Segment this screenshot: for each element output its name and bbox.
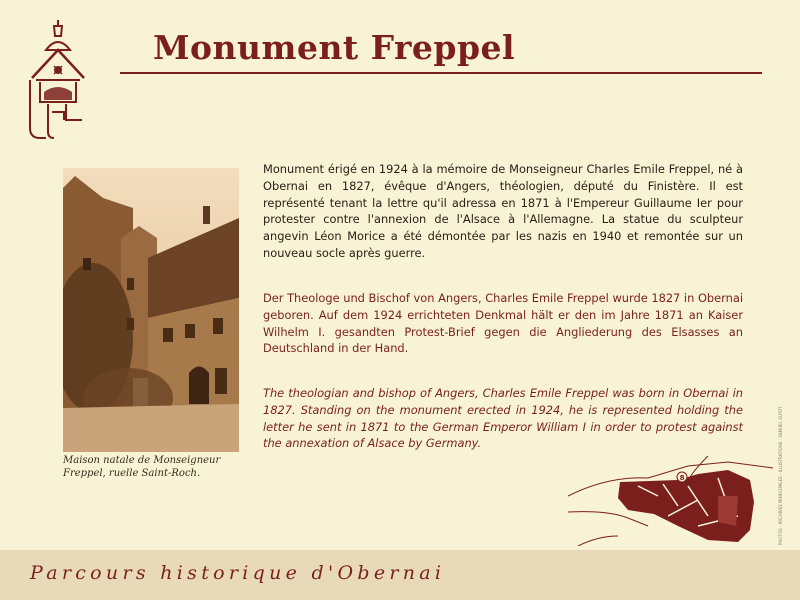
town-map: [568, 456, 773, 546]
page-title: Monument Freppel: [153, 28, 516, 67]
map-marker-number: 8: [679, 474, 685, 482]
photo-caption: Maison natale de Monseigneur Freppel, ruelle Saint-Roch.: [63, 455, 221, 479]
title-rule: [120, 72, 762, 74]
tower-emblem-icon: [22, 20, 94, 140]
french-paragraph: Monument érigé en 1924 à la mémoire de Monseigneur Charles Emile Freppel, né à Obernai en 1827, évêque d'Angers, théologien, député du Finistère. Il est représenté tenant la lettre qu'il adressa en 1871 à l'Empereur Guillaume Ier pour protester contre l'annexion de l'Alsace à l'Allemagne. La statue du sculpteur angevin Léon Morice a été démontée par les nazis en 1940 et remontée sur un nouveau socle après guerre.: [263, 162, 743, 260]
german-paragraph: Der Theologe und Bischof von Angers, Charles Emile Freppel wurde 1827 in Obernai geboren. Auf dem 1924 errichteten Denkmal hält er den im Jahre 1871 an Kaiser Wilhelm I. gesandten Protest-Brief gegen die Angliederung des Elsasses an Deutschland in der Hand.: [263, 291, 743, 356]
historic-photo: [63, 168, 239, 452]
credit-line: [774, 406, 796, 550]
footer-text: Parcours historique d'Obernai: [30, 562, 446, 584]
english-paragraph: The theologian and bishop of Angers, Charles Emile Freppel was born in Obernai in 1827. Standing on the monument erected in 1924, he is represented holding the letter he sent in 1871 to the German Emperor William I in order to protest against the annexation of Alsace by Germany.: [263, 386, 743, 451]
credit-text: PHOTOS : ARCHIVES MUNICIPALES - ILLUSTRATIONS : SAMUEL GUYOT: [778, 406, 783, 545]
footer-band: [0, 550, 800, 600]
